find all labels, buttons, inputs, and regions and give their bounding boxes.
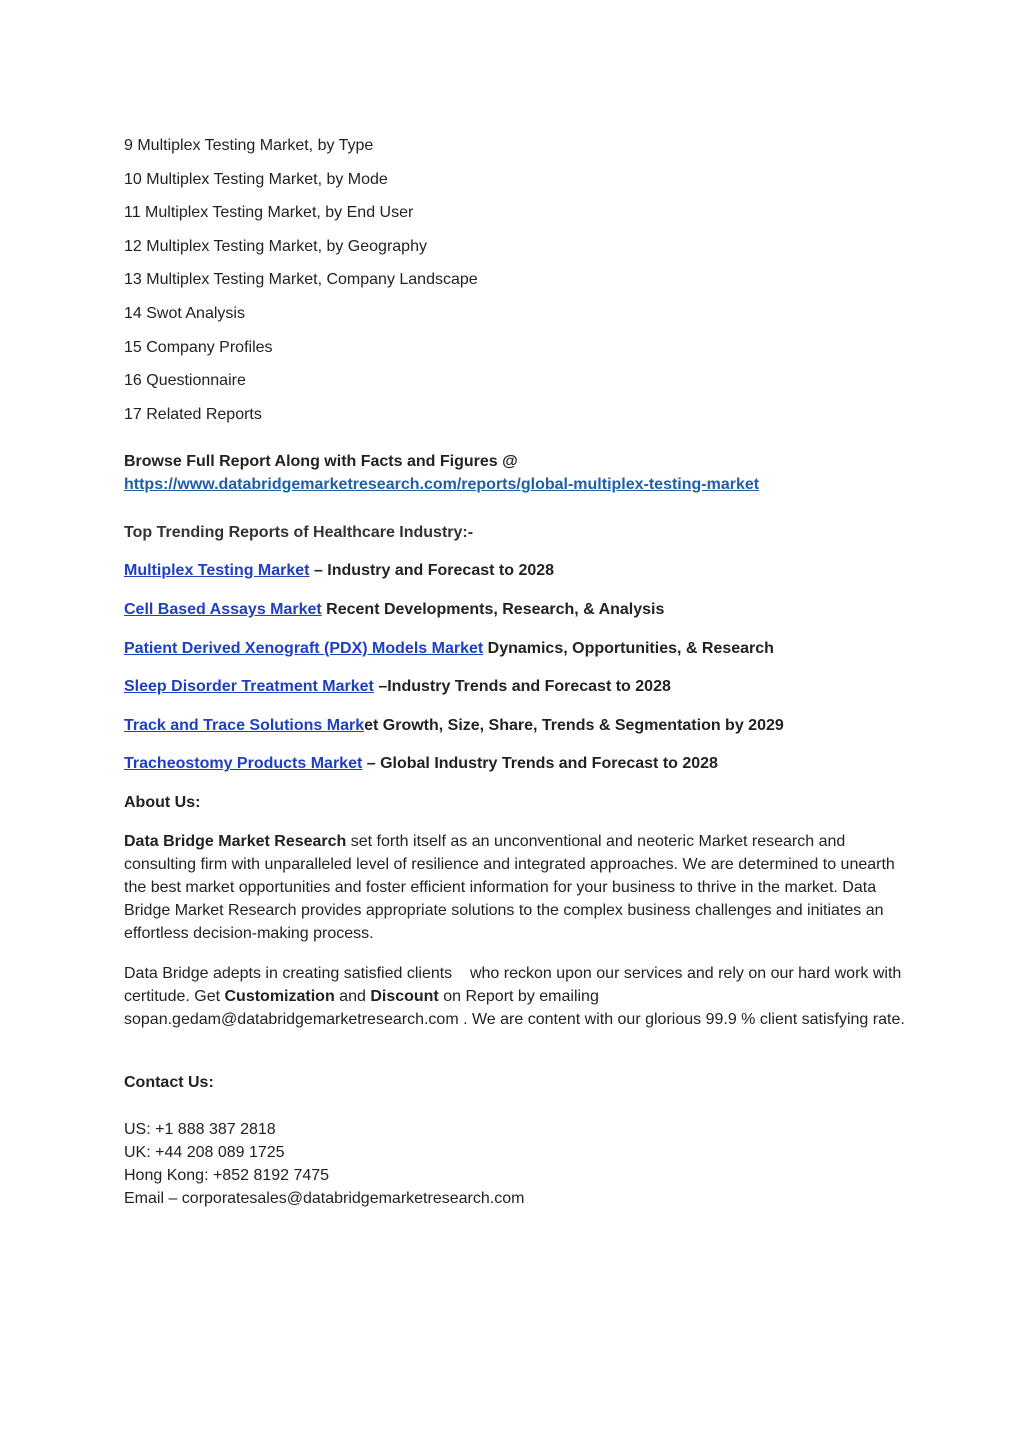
about-paragraph [124, 830, 914, 945]
trending-link[interactable]: Cell Based Assays Market [124, 601, 322, 618]
trending-link[interactable]: Tracheostomy Products Market [124, 755, 363, 772]
contact-email: Email – corporatesales@databridgemarketresearch.com [124, 1190, 525, 1207]
toc-item: 14 Swot Analysis [124, 304, 245, 322]
browse-heading: Browse Full Report Along with Facts and Figures @ [124, 453, 518, 470]
toc-item: 16 Questionnaire [124, 372, 246, 390]
trending-tail: – Global Industry Trends and Forecast to 2028 [362, 755, 718, 772]
trending-tail: Dynamics, Opportunities, & Research [483, 640, 774, 657]
toc-item: 10 Multiplex Testing Market, by Mode [124, 170, 388, 188]
contact-hk-phone: Hong Kong: +852 8192 7475 [124, 1167, 330, 1184]
contact-block [124, 1118, 914, 1210]
browse-section [124, 450, 914, 496]
trending-item [124, 675, 671, 699]
contact-us-phone: US: +1 888 387 2818 [124, 1121, 276, 1138]
report-url-link[interactable]: https://www.databridgemarketresearch.com/reports/global-multiplex-testing-market [124, 476, 760, 493]
trending-tail: – Industry and Forecast to 2028 [309, 562, 555, 579]
toc-item: 9 Multiplex Testing Market, by Type [124, 137, 374, 154]
table-of-contents [124, 134, 478, 436]
trending-link[interactable]: Patient Derived Xenograft (PDX) Models Market [124, 640, 484, 657]
about-text: set forth itself as an unconventional and neoteric Market research and consulting firm with unparalleled level of resilience and integrated approaches. We are determined to unearth the best market opportunities and foster efficient information for your business to thrive in the market. Data Bridge Market Research provides appropriate solutions to the complex business challenges and initiates an effortless decision-making process. [124, 833, 895, 942]
customization-paragraph [124, 962, 914, 1031]
trending-link[interactable]: Sleep Disorder Treatment Market [124, 678, 374, 695]
trending-link[interactable]: Multiplex Testing Market [124, 562, 310, 579]
trending-tail: et Growth, Size, Share, Trends & Segmentation by 2029 [364, 717, 784, 734]
toc-item: 11 Multiplex Testing Market, by End User [124, 204, 414, 222]
conjunction-text: and [334, 988, 371, 1005]
customization-label: Customization [224, 988, 335, 1005]
trending-heading: Top Trending Reports of Healthcare Industry:- [124, 524, 474, 541]
trending-item [124, 598, 664, 622]
discount-label: Discount [370, 988, 439, 1005]
trending-item [124, 559, 554, 583]
trending-tail: Recent Developments, Research, & Analysis [321, 601, 665, 618]
customization-text: Data Bridge adepts in creating satisfied clients who reckon upon our services and rely on our hard work with certitude. Get [124, 965, 906, 1005]
customization-text-end: on Report by emailing sopan.gedam@databridgemarketresearch.com . We are content with our glorious 99.9 % client satisfying rate. [124, 988, 905, 1028]
contact-uk-phone: UK: +44 208 089 1725 [124, 1144, 285, 1161]
trending-item [124, 637, 774, 661]
company-name: Data Bridge Market Research [124, 833, 347, 850]
toc-item: 13 Multiplex Testing Market, Company Landscape [124, 271, 478, 289]
toc-item: 12 Multiplex Testing Market, by Geography [124, 237, 427, 255]
toc-item: 15 Company Profiles [124, 338, 273, 356]
trending-item [124, 714, 784, 738]
trending-link[interactable]: Track and Trace Solutions Mark [124, 717, 365, 734]
contact-heading: Contact Us: [124, 1074, 214, 1091]
about-heading: About Us: [124, 794, 201, 811]
trending-item [124, 752, 718, 776]
trending-tail: –Industry Trends and Forecast to 2028 [373, 678, 671, 695]
toc-item: 17 Related Reports [124, 405, 262, 423]
